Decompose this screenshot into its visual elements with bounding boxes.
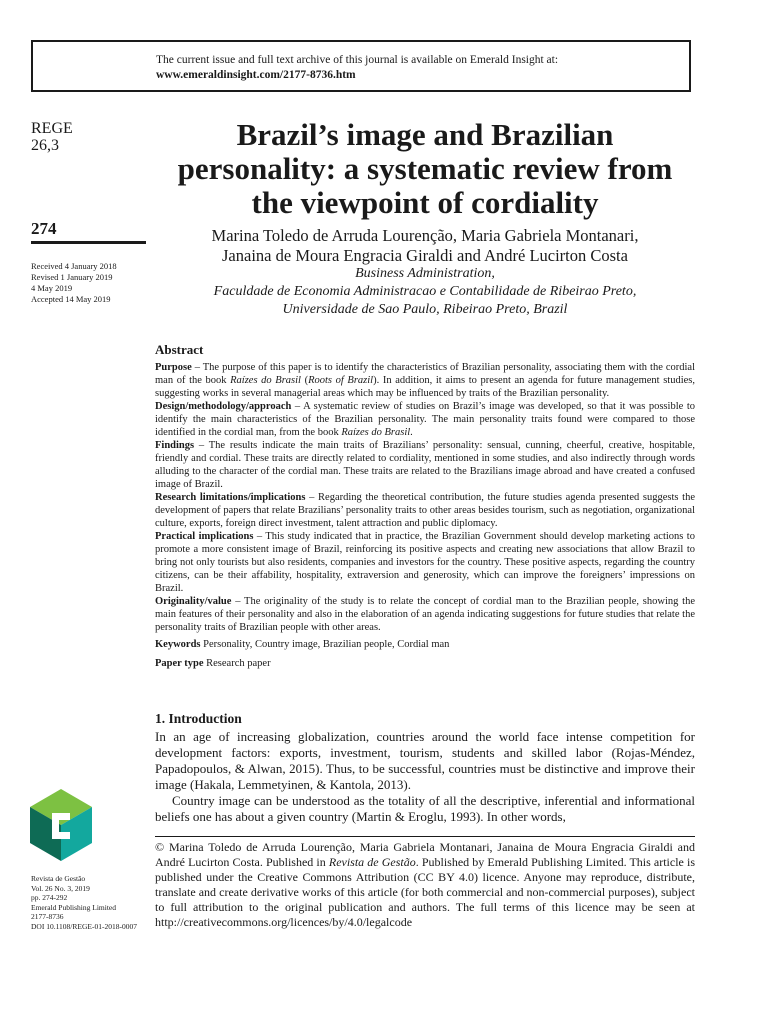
section-label: Research limitations/implications [155,492,306,503]
section-text: – A systematic review of studies on Brazil’s image was developed, so that it was possible to identify the main characteristics of the Brazilian personality. The main personality traits found were compared to those identified in the cordial man, from the book [155,401,695,438]
section-label: Practical implications [155,531,254,542]
abstract-heading: Abstract [155,342,204,357]
article-title: Brazil’s image and Brazilian personality: a systematic review from the viewpoint of cordiality [177,117,673,220]
book-title: Raízes do Brasil [341,427,411,438]
abstract [155,342,695,670]
citation-doi[interactable]: DOI 10.1108/REGE-01-2018-0007 [31,921,137,931]
citation-block [31,874,137,931]
introduction [155,711,695,825]
footnote-text: © Marina Toledo de Arruda Lourenção, Maria Gabriela Montanari, Janaina de Moura Engracia Giraldi and André Lucirton Costa. Published in [155,840,695,869]
history-dates [31,261,117,305]
abstract-findings [155,439,695,491]
journal-code [31,120,146,154]
book-title: Roots of Brazil [308,375,374,386]
section-text: – The results indicate the main traits of Brazilians’ personality: sensual, cunning, cheerful, creative, hospitable, friendly and cordial. These traits are directly related to cordiality, mentioned in some studies, and also indirectly through words alluding to the character of the cordial man. These traits are related to the Brazilians image abroad and have created a confused image of Brazil. [155,440,695,490]
intro-paragraph: In an age of increasing globalization, countries around the world face intense competition for development factors: exports, investment, tourism, students and skilled labor (Rojas-Méndez, Papadopoulos, & Alwan, 2015). Thus, to be successful, countries must be distinctive and improve their image (Hakala, Lemmetyinen, & Kantola, 2013). [155,729,695,792]
date-accepted: Accepted 14 May 2019 [31,294,111,304]
date-revised: Revised 1 January 2019 [31,272,113,282]
section-text: – The purpose of this paper is to identify the characteristics of Brazilian personality, associating them with the cordial man of the book [155,362,695,386]
journal-banner [31,40,691,92]
journal-name: Revista de Gestão [328,855,416,869]
paper-type [155,657,695,670]
keywords-text: Personality, Country image, Brazilian people, Cordial man [200,639,450,650]
section-text: ( [300,375,309,386]
section-label: Purpose [155,362,192,373]
book-title: Raízes do Brasil [230,375,301,386]
citation-line: 2177-8736 [31,912,64,921]
authors-line: Janaina de Moura Engracia Giraldi and André Lucirton Costa [222,246,628,265]
date-received: Received 4 January 2018 [31,261,117,271]
footnote-rule [155,836,695,837]
keywords-label: Keywords [155,639,201,650]
copyright-footnote [155,840,695,930]
page-rule [31,241,146,244]
abstract-purpose [155,361,695,400]
affiliation [155,265,695,319]
citation-line: Vol. 26 No. 3, 2019 [31,883,90,893]
section-label: Findings [155,440,195,451]
section-heading: 1. Introduction [155,711,242,726]
affiliation-line: Universidade de Sao Paulo, Ribeirao Preto, Brazil [282,302,568,317]
section-text: – This study indicated that in practice, the Brazilian Government should develop marketing actions to promote a more consistent image of Brazil, reinforcing its positive aspects and creating new associations that allow Brazil to bring not only tourists but also residents, companies and investors for the country. These positive aspects, regarding the country citizens, can be their affability, hospitality, extraversion and generosity, which can improve the foreigners’ impressions on Brazil. [155,531,695,594]
abstract-research [155,491,695,530]
keywords [155,638,695,651]
intro-paragraph: Country image can be understood as the totality of all the descriptive, inferential and informational beliefs one has about a given country (Martin & Eroglu, 1993). In other words, [155,793,695,824]
page-number: 274 [31,219,57,238]
section-label: Originality/value [155,596,232,607]
affiliation-line: Business Administration, [355,266,495,281]
section-label: Design/methodology/approach [155,401,292,412]
paper-type-label: Paper type [155,658,204,669]
citation-line: Emerald Publishing Limited [31,902,116,912]
journal-volume: 26,3 [31,137,59,154]
banner-text: The current issue and full text archive of this journal is available on Emerald Insight at: [156,54,559,66]
citation-line: Revista de Gestão [31,874,86,883]
abstract-originality [155,595,695,634]
section-text: – The originality of the study is to relate the concept of cordial man to the Brazilian people, showing the main features of their personality and also in the elaboration of an agenda indicating suggestions for future studies that relate the personality traits of Brazilian people with other areas. [155,596,695,633]
section-text: – Regarding the theoretical contribution, the future studies agenda presented suggests the development of papers that relate Brazilians’ personality traits to other areas besides tourism, such as negotiation, organizational culture, exports, foreign direct investment, talent attraction and public diplomacy. [155,492,695,529]
authors [155,226,695,266]
section-text: ). In addition, it aims to present an agenda for future management studies, suggesting works in several managerial areas which may be influenced by traits of the Brazilian personality. [155,375,695,399]
abstract-practical [155,530,695,595]
paper-type-text: Research paper [203,658,271,669]
abstract-design [155,400,695,439]
section-text: . [410,427,413,438]
affiliation-line: Faculdade de Economia Administracao e Contabilidade de Ribeirao Preto, [213,284,637,299]
banner-url[interactable]: www.emeraldinsight.com/2177-8736.htm [156,69,356,81]
authors-line: Marina Toledo de Arruda Lourenção, Maria Gabriela Montanari, [211,226,639,245]
journal-logo-icon [30,789,92,861]
citation-line: pp. 274-292 [31,893,68,902]
date-revised-2: 4 May 2019 [31,283,73,293]
footnote-text: . Published by Emerald Publishing Limited. This article is published under the Creative Commons Attribution (CC BY 4.0) licence. Anyone may reproduce, distribute, translate and create derivative works of this article (for both commercial and non-commercial purposes), subject to full attribution to the original publication and authors. The full terms of this licence may be seen at http://creativecommons.org/licences/by/4.0/legalcode [155,855,695,929]
journal-abbrev: REGE [31,120,73,137]
